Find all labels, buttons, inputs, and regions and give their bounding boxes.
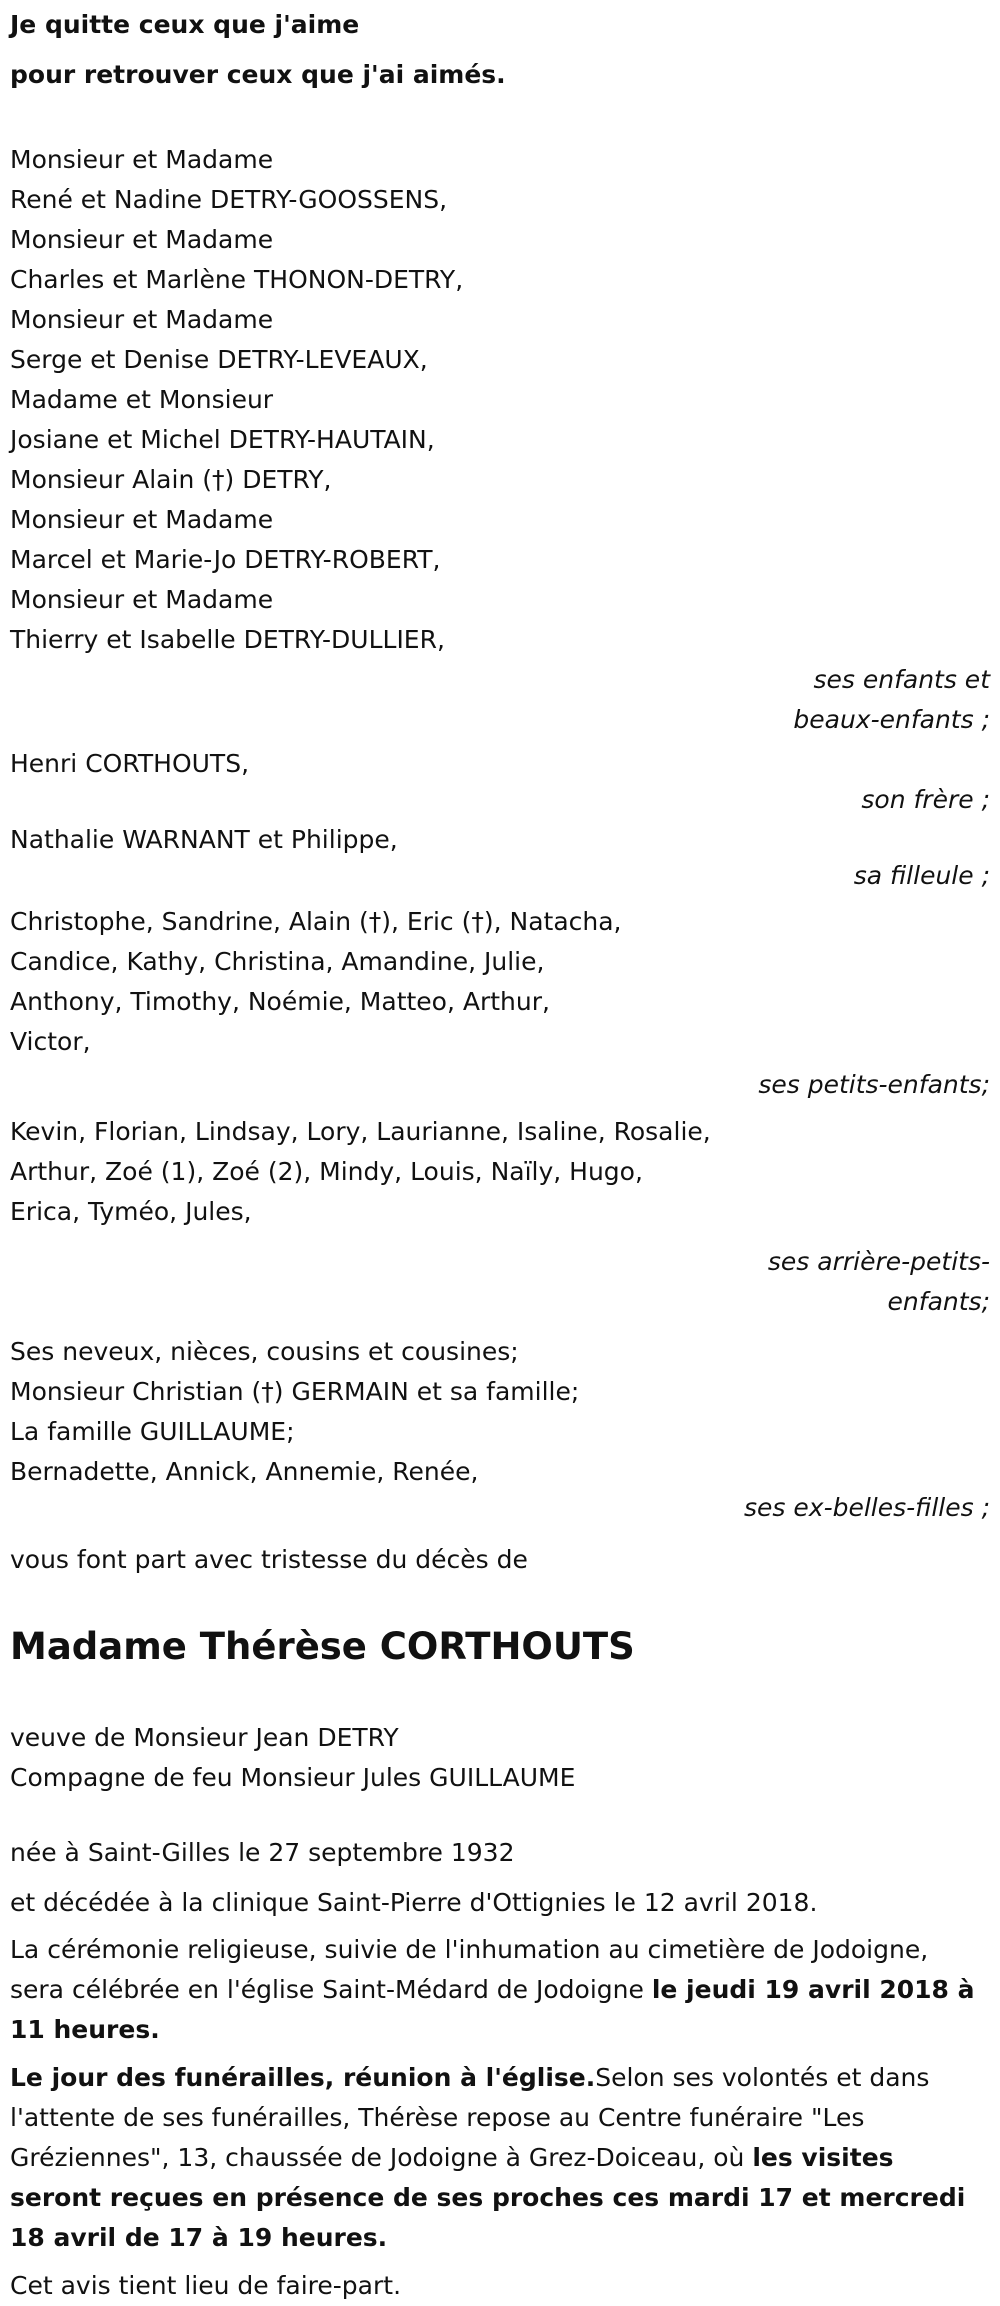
others-line: Ses neveux, nièces, cousins et cousines; xyxy=(10,1337,519,1366)
children-line: Charles et Marlène THONON-DETRY, xyxy=(10,265,464,294)
ceremony-text: La cérémonie religieuse, suivie de l'inhumation au cimetière de Jodoigne, sera célébrée en l'église Saint-Médard de Jodoigne xyxy=(10,1935,929,2004)
others-line: Monsieur Christian (†) GERMAIN et sa famille; xyxy=(10,1377,580,1406)
closing-note: Cet avis tient lieu de faire-part. xyxy=(10,2271,402,2300)
children-line: Monsieur et Madame xyxy=(10,585,274,614)
children-line: Monsieur et Madame xyxy=(10,305,274,334)
children-line: Monsieur Alain (†) DETRY, xyxy=(10,465,332,494)
brother-group xyxy=(10,744,990,816)
others-line: Bernadette, Annick, Annemie, Renée, xyxy=(10,1457,479,1486)
grandchildren-relation: ses petits-enfants; xyxy=(758,1070,990,1099)
death-info: et décédée à la clinique Saint-Pierre d'Ottignies le 12 avril 2018. xyxy=(10,1888,818,1917)
birth-info: née à Saint-Gilles le 27 septembre 1932 xyxy=(10,1838,515,1867)
brother-name: Henri CORTHOUTS, xyxy=(10,749,250,778)
funeral-paragraph xyxy=(10,2058,990,2258)
funeral-visits: les visites seront reçues en présence de ses proches ces mardi 17 et mercredi 18 avril de 17 à 19 heures. xyxy=(10,2143,966,2252)
funeral-text: Selon ses volontés et dans l'attente de ses funérailles, Thérèse repose au Centre funéraire "Les Gréziennes", 13, chaussée de Jodoigne à Grez-Doiceau, où xyxy=(10,2063,930,2172)
grandchildren-line: Anthony, Timothy, Noémie, Matteo, Arthur, xyxy=(10,987,550,1016)
epigraph-line-2: pour retrouver ceux que j'ai aimés. xyxy=(10,60,506,89)
children-line: René et Nadine DETRY-GOOSSENS, xyxy=(10,185,448,214)
children-group xyxy=(10,140,990,740)
others-group xyxy=(10,1332,990,1524)
grandchildren-line: Candice, Kathy, Christina, Amandine, Julie, xyxy=(10,947,545,976)
children-line: Marcel et Marie-Jo DETRY-ROBERT, xyxy=(10,545,441,574)
goddaughter-name: Nathalie WARNANT et Philippe, xyxy=(10,825,398,854)
children-line: Serge et Denise DETRY-LEVEAUX, xyxy=(10,345,428,374)
children-line: Monsieur et Madame xyxy=(10,505,274,534)
great-grandchildren-line: Kevin, Florian, Lindsay, Lory, Laurianne, Isaline, Rosalie, xyxy=(10,1117,711,1146)
children-line: Madame et Monsieur xyxy=(10,385,274,414)
grandchildren-line: Victor, xyxy=(10,1027,91,1056)
ceremony-date: le jeudi 19 avril 2018 à 11 heures. xyxy=(10,1975,975,2044)
announcement-text: vous font part avec tristesse du décès de xyxy=(10,1545,528,1574)
great-grandchildren-relation: ses arrière-petits- xyxy=(767,1247,990,1276)
children-line: Josiane et Michel DETRY-HAUTAIN, xyxy=(10,425,435,454)
children-line: Monsieur et Madame xyxy=(10,225,274,254)
children-relation: ses enfants et xyxy=(813,665,990,694)
great-grandchildren-line: Erica, Tyméo, Jules, xyxy=(10,1197,252,1226)
others-relation: ses ex-belles-filles ; xyxy=(744,1493,990,1522)
great-grandchildren-line: Arthur, Zoé (1), Zoé (2), Mindy, Louis, Naïly, Hugo, xyxy=(10,1157,643,1186)
grandchildren-line: Christophe, Sandrine, Alain (†), Eric (†), Natacha, xyxy=(10,907,622,936)
children-relation: beaux-enfants ; xyxy=(793,705,990,734)
ceremony-paragraph xyxy=(10,1930,990,2050)
great-grandchildren-group xyxy=(10,1112,990,1322)
epigraph-line-1: Je quitte ceux que j'aime xyxy=(10,10,360,39)
great-grandchildren-relation: enfants; xyxy=(887,1287,990,1316)
children-line: Thierry et Isabelle DETRY-DULLIER, xyxy=(10,625,445,654)
goddaughter-relation: sa filleule ; xyxy=(853,861,990,890)
funeral-intro: Le jour des funérailles, réunion à l'église. xyxy=(10,2063,596,2092)
goddaughter-group xyxy=(10,820,990,892)
children-line: Monsieur et Madame xyxy=(10,145,274,174)
brother-relation: son frère ; xyxy=(861,785,990,814)
companion-of: Compagne de feu Monsieur Jules GUILLAUME xyxy=(10,1763,576,1792)
widow-of: veuve de Monsieur Jean DETRY xyxy=(10,1723,399,1752)
deceased-name: Madame Thérèse CORTHOUTS xyxy=(10,1625,635,1668)
grandchildren-group xyxy=(10,902,990,1108)
others-line: La famille GUILLAUME; xyxy=(10,1417,295,1446)
